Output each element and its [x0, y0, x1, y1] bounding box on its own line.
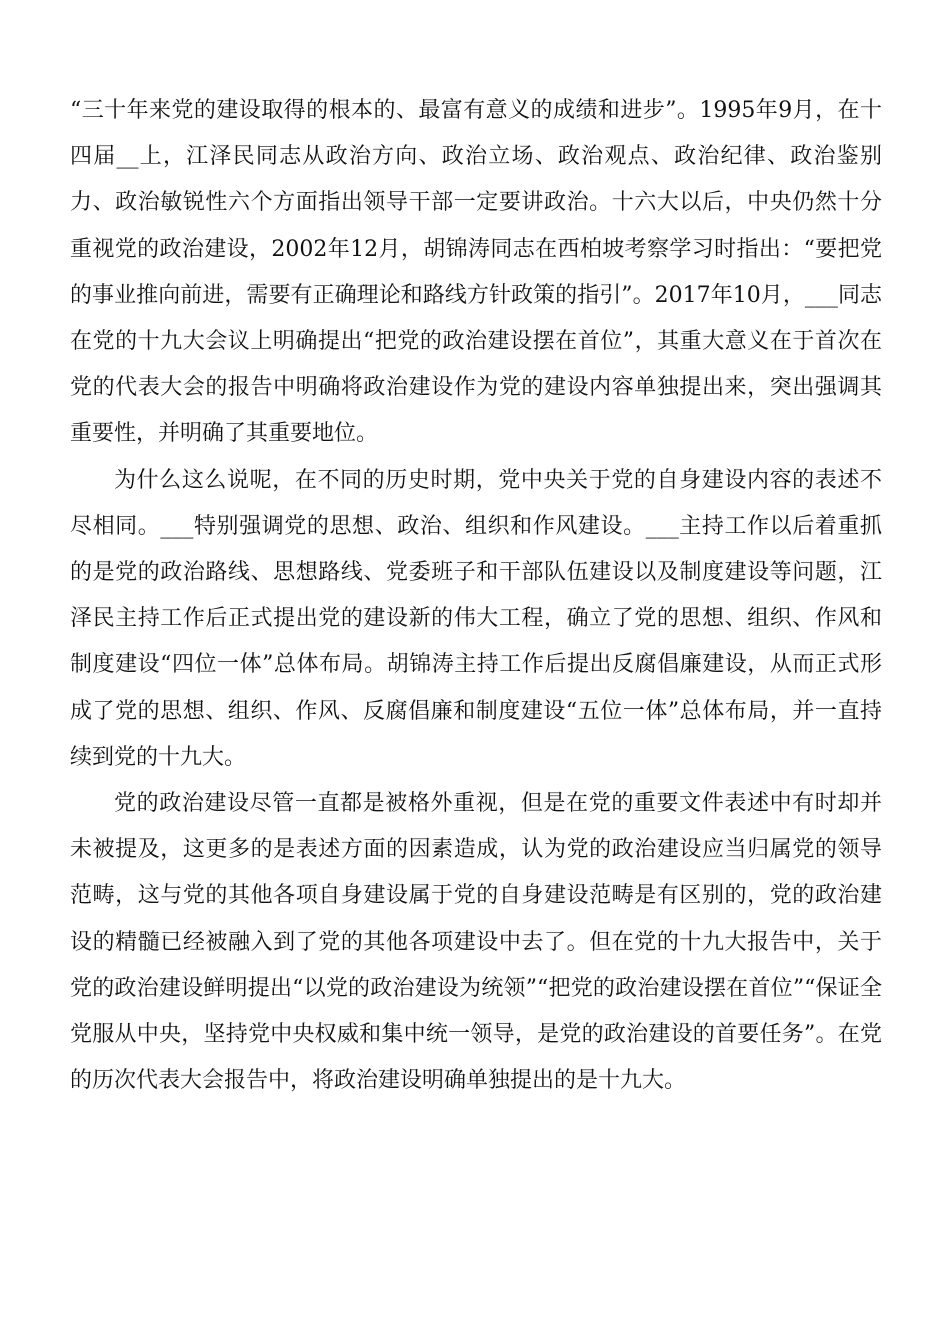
paragraph-2: 为什么这么说呢，在不同的历史时期，党中央关于党的自身建设内容的表述不尽相同。___特别强调党的思想、政治、组织和作风建设。___主持工作以后着重抓的是党的政治路线、思想路线、党委班子和干部队伍建设以及制度建设等问题，江泽民主持工作后正式提出党的建设新的伟大工程，确立了党的思想、组织、作风和制度建设“四位一体”总体布局。胡锦涛主持工作后提出反腐倡廉建设，从而正式形成了党的思想、组织、作风、反腐倡廉和制度建设“五位一体”总体布局，并一直持续到党的十九大。	[70, 467, 882, 770]
document-page	[70, 88, 882, 1104]
paragraph-3: 党的政治建设尽管一直都是被格外重视，但是在党的重要文件表述中有时却并未被提及，这更多的是表述方面的因素造成，认为党的政治建设应当归属党的领导范畴，这与党的其他各项自身建设属于党的自身建设范畴是有区别的，党的政治建设的精髓已经被融入到了党的其他各项建设中去了。但在党的十九大报告中，关于党的政治建设鲜明提出“以党的政治建设为统领”“把党的政治建设摆在首位”“保证全党服从中央，坚持党中央权威和集中统一领导，是党的政治建设的首要任务”。在党的历次代表大会报告中，将政治建设明确单独提出的是十九大。	[70, 791, 882, 1094]
paragraph-1: “三十年来党的建设取得的根本的、最富有意义的成绩和进步”。1995年9月，在十四届__上，江泽民同志从政治方向、政治立场、政治观点、政治纪律、政治鉴别力、政治敏锐性六个方面指出领导干部一定要讲政治。十六大以后，中央仍然十分重视党的政治建设，2002年12月，胡锦涛同志在西柏坡考察学习时指出：“要把党的事业推向前进，需要有正确理论和路线方针政策的指引”。2017年10月，___同志在党的十九大会议上明确提出“把党的政治建设摆在首位”，其重大意义在于首次在党的代表大会的报告中明确将政治建设作为党的建设内容单独提出来，突出强调其重要性，并明确了其重要地位。	[70, 98, 882, 447]
